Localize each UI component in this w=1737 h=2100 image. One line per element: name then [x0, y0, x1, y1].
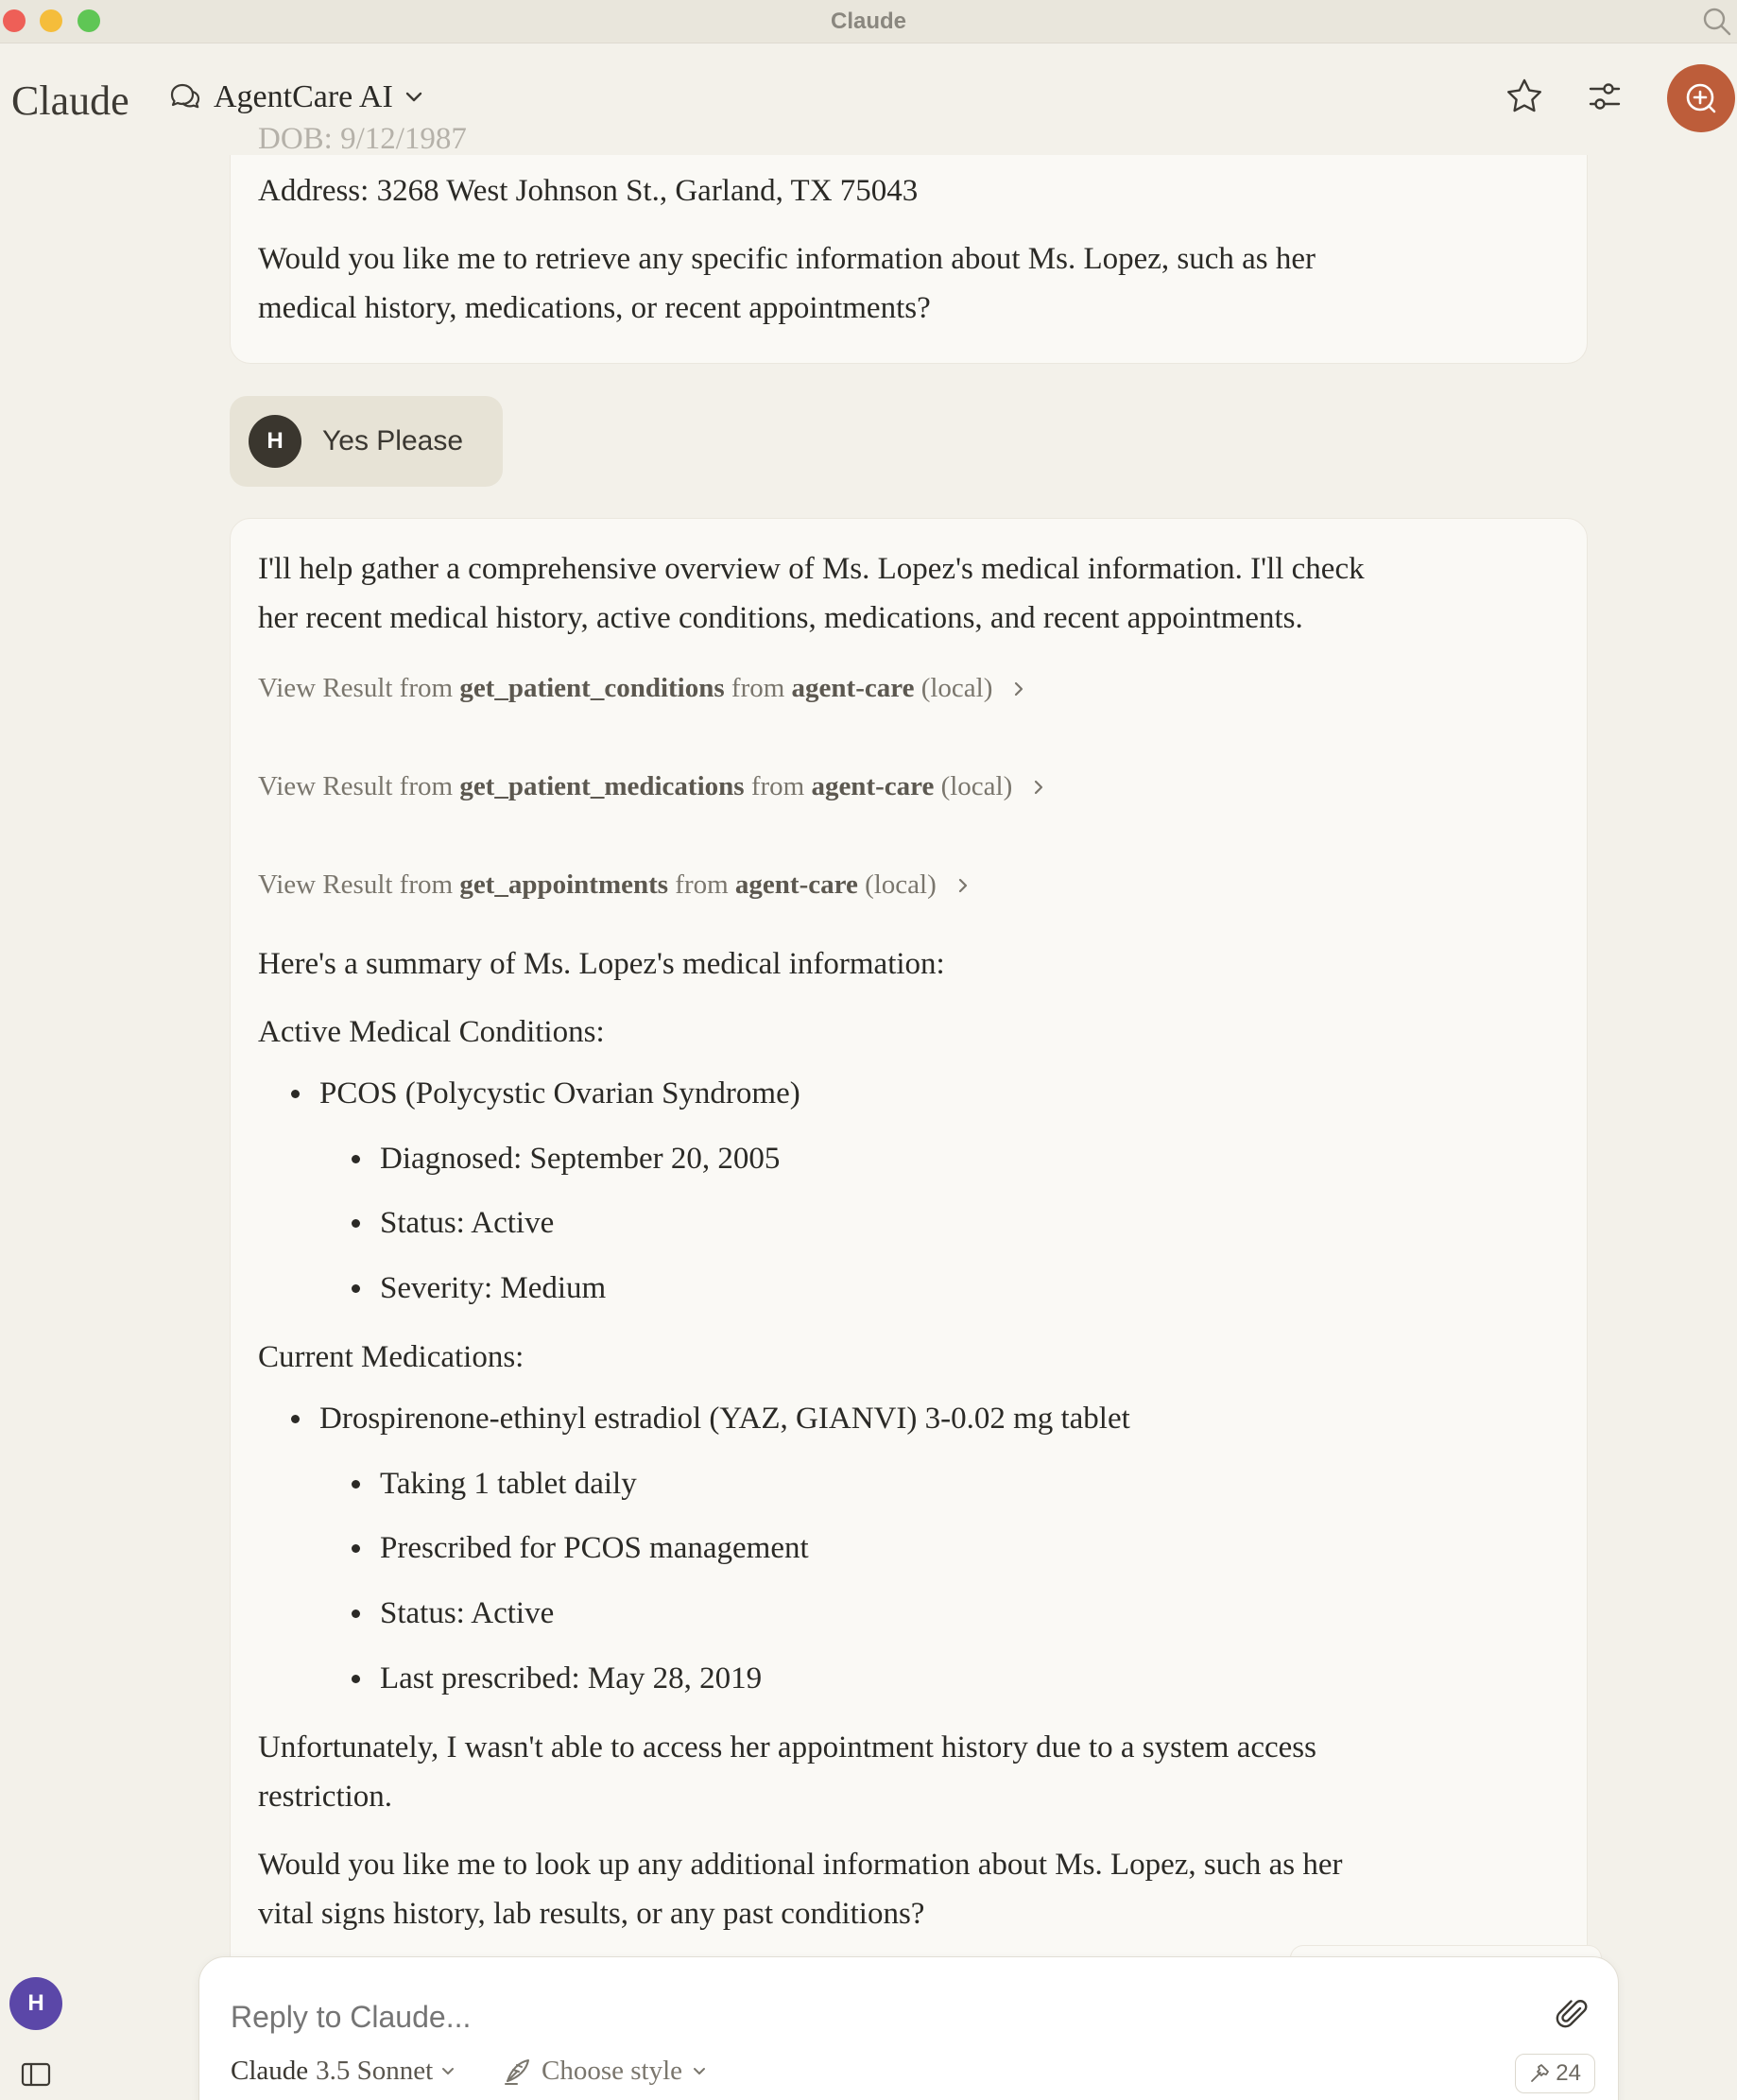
medication-detail: Taking 1 tablet daily [380, 1459, 637, 1508]
user-message-text: Yes Please [322, 425, 464, 456]
conditions-heading: Active Medical Conditions: [258, 1015, 605, 1049]
intro-line-2: her recent medical history, active conditions, medications, and recent appointments. [258, 601, 1303, 635]
style-label: Choose style [542, 2056, 683, 2086]
settings-sliders-icon[interactable] [1584, 76, 1625, 117]
tool-result-appointments[interactable] [258, 869, 972, 901]
tool-name: get_appointments [459, 869, 669, 900]
tool-result-suffix: (local) [920, 673, 993, 703]
tool-name: get_patient_conditions [459, 673, 725, 703]
appointments-note-line-1: Unfortunately, I wasn't able to access her appointment history due to a system access [258, 1730, 1316, 1764]
server-name: agent-care [811, 771, 935, 801]
tool-result-medications[interactable] [258, 771, 1048, 802]
reply-input[interactable] [231, 2000, 1459, 2035]
question-line-1: Would you like me to retrieve any specific information about Ms. Lopez, such as her [258, 242, 1316, 276]
window-titlebar [0, 0, 1737, 43]
paperclip-icon[interactable] [1554, 1995, 1591, 2033]
medication-detail: Prescribed for PCOS management [380, 1523, 809, 1573]
condition-detail: Diagnosed: September 20, 2005 [380, 1134, 780, 1183]
user-message-avatar: H [249, 415, 301, 468]
project-name: AgentCare AI [214, 79, 393, 114]
medication-item: Drospirenone-ethinyl estradiol (YAZ, GIANVI) 3-0.02 mg tablet [319, 1394, 1130, 1443]
chat-bubbles-icon [168, 81, 202, 113]
followup-line-2: vital signs history, lab results, or any past conditions? [258, 1897, 925, 1931]
dob-line: DOB: 9/12/1987 [258, 122, 467, 156]
reply-composer [198, 1956, 1619, 2100]
tool-result-mid: from [731, 673, 785, 703]
chevron-down-icon [692, 2066, 707, 2077]
medications-heading: Current Medications: [258, 1340, 525, 1374]
chevron-down-icon [404, 91, 423, 104]
app-header [0, 43, 1737, 155]
window-title: Claude [830, 9, 906, 34]
followup-line-1: Would you like me to look up any additional information about Ms. Lopez, such as her [258, 1848, 1343, 1882]
tool-result-prefix: View Result from [258, 869, 454, 900]
summary-heading: Here's a summary of Ms. Lopez's medical information: [258, 947, 945, 981]
model-name: Claude [231, 2056, 309, 2086]
chevron-right-icon [954, 876, 972, 895]
chevron-right-icon [1009, 680, 1028, 698]
medication-detail: Status: Active [380, 1589, 554, 1638]
condition-item: PCOS (Polycystic Ovarian Syndrome) [319, 1069, 800, 1118]
tool-result-mid: from [750, 771, 805, 801]
sidebar-toggle-icon[interactable] [21, 2062, 51, 2087]
condition-detail: Severity: Medium [380, 1264, 606, 1313]
model-selector[interactable] [231, 2056, 456, 2087]
tool-result-conditions[interactable] [258, 673, 1028, 704]
question-line-2: medical history, medications, or recent appointments? [258, 291, 931, 325]
project-selector[interactable] [168, 79, 423, 115]
model-version: 3.5 Sonnet [316, 2056, 434, 2086]
tools-button[interactable] [1515, 2054, 1595, 2093]
server-name: agent-care [734, 869, 858, 900]
new-chat-icon [1683, 80, 1719, 116]
chevron-down-icon [440, 2066, 456, 2077]
hammer-icon [1529, 2063, 1550, 2084]
brand-logo[interactable]: Claude [11, 77, 129, 124]
style-selector[interactable] [502, 2056, 707, 2087]
condition-detail: Status: Active [380, 1198, 554, 1248]
tools-count: 24 [1556, 2060, 1581, 2086]
tool-result-suffix: (local) [940, 771, 1013, 801]
tool-result-prefix: View Result from [258, 771, 454, 801]
star-icon[interactable] [1504, 76, 1545, 117]
user-message [230, 396, 503, 487]
tool-result-mid: from [675, 869, 729, 900]
quill-icon [502, 2057, 532, 2087]
search-icon[interactable] [1701, 6, 1733, 38]
appointments-note-line-2: restriction. [258, 1780, 393, 1814]
tool-result-suffix: (local) [865, 869, 937, 900]
tool-result-prefix: View Result from [258, 673, 454, 703]
server-name: agent-care [791, 673, 915, 703]
intro-line-1: I'll help gather a comprehensive overview of Ms. Lopez's medical information. I'll check [258, 552, 1365, 586]
account-avatar[interactable]: H [9, 1977, 62, 2030]
medication-detail: Last prescribed: May 28, 2019 [380, 1654, 762, 1703]
new-chat-button[interactable] [1667, 64, 1735, 132]
tool-name: get_patient_medications [459, 771, 745, 801]
address-line: Address: 3268 West Johnson St., Garland, TX 75043 [258, 174, 919, 208]
chevron-right-icon [1029, 778, 1048, 797]
